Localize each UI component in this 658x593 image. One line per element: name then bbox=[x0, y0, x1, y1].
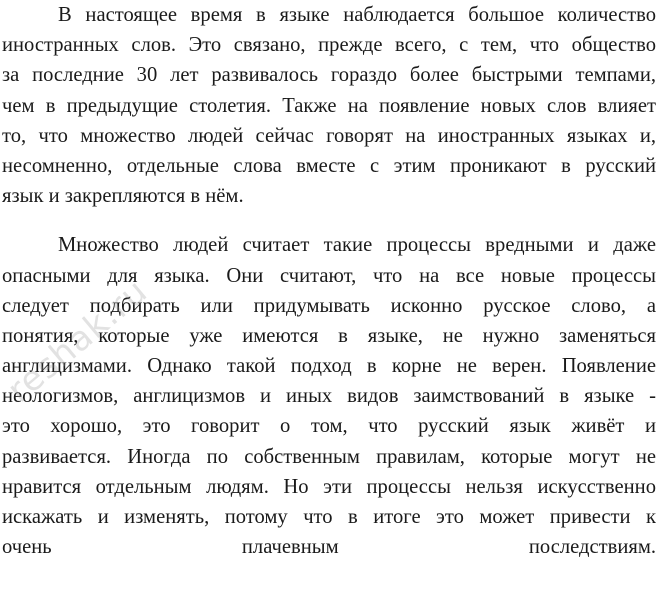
paragraph-line: это хорошо, это говорит о том, что русский язык живёт и bbox=[2, 415, 656, 438]
paragraph-line: неологизмов, англицизмов и иных видов заимствований в языке - bbox=[2, 385, 656, 408]
paragraph-line: то, что множество людей сейчас говорят на иностранных языках и, bbox=[2, 124, 656, 147]
paragraph-line: чем в предыдущие столетия. Также на появление новых слов влияет bbox=[2, 94, 656, 117]
paragraph-2 bbox=[2, 230, 656, 592]
watermark: reshak.ru bbox=[0, 271, 156, 411]
paragraph-line: следует подбирать или придумывать исконно русское слово, а bbox=[2, 294, 656, 317]
paragraph-1 bbox=[2, 0, 656, 211]
paragraph-line: понятия, которые уже имеются в языке, не нужно заменяться bbox=[2, 324, 656, 347]
paragraph-line: англицизмами. Однако такой подход в корне не верен. Появление bbox=[2, 355, 656, 378]
paragraph-line: нравится отдельным людям. Но эти процессы нельзя искусственно bbox=[2, 475, 656, 498]
paragraph-line: за последние 30 лет развивалось гораздо более быстрыми темпами, bbox=[2, 64, 656, 87]
paragraph-line: искажать и изменять, потому что в итоге это может привести к bbox=[2, 506, 656, 528]
paragraph-line: развивается. Иногда по собственным правилам, которые могут не bbox=[2, 445, 656, 468]
paragraph-line: опасными для языка. Они считают, что на все новые процессы bbox=[2, 264, 656, 287]
paragraph-line: язык и закрепляются в нём. bbox=[2, 185, 244, 208]
paragraph-spacer bbox=[2, 211, 656, 230]
paragraph-line: иностранных слов. Это связано, прежде всего, с тем, что общество bbox=[2, 34, 656, 57]
document-page bbox=[2, 0, 656, 593]
paragraph-line: Множество людей считает такие процессы вредными и даже bbox=[58, 234, 656, 257]
paragraph-line: очень плачевным последствиям. bbox=[2, 536, 656, 559]
paragraph-line: несомненно, отдельные слова вместе с этим проникают в русский bbox=[2, 154, 656, 177]
paragraph-line bbox=[2, 562, 656, 592]
paragraph-line: В настоящее время в языке наблюдается большое количество bbox=[58, 4, 656, 26]
